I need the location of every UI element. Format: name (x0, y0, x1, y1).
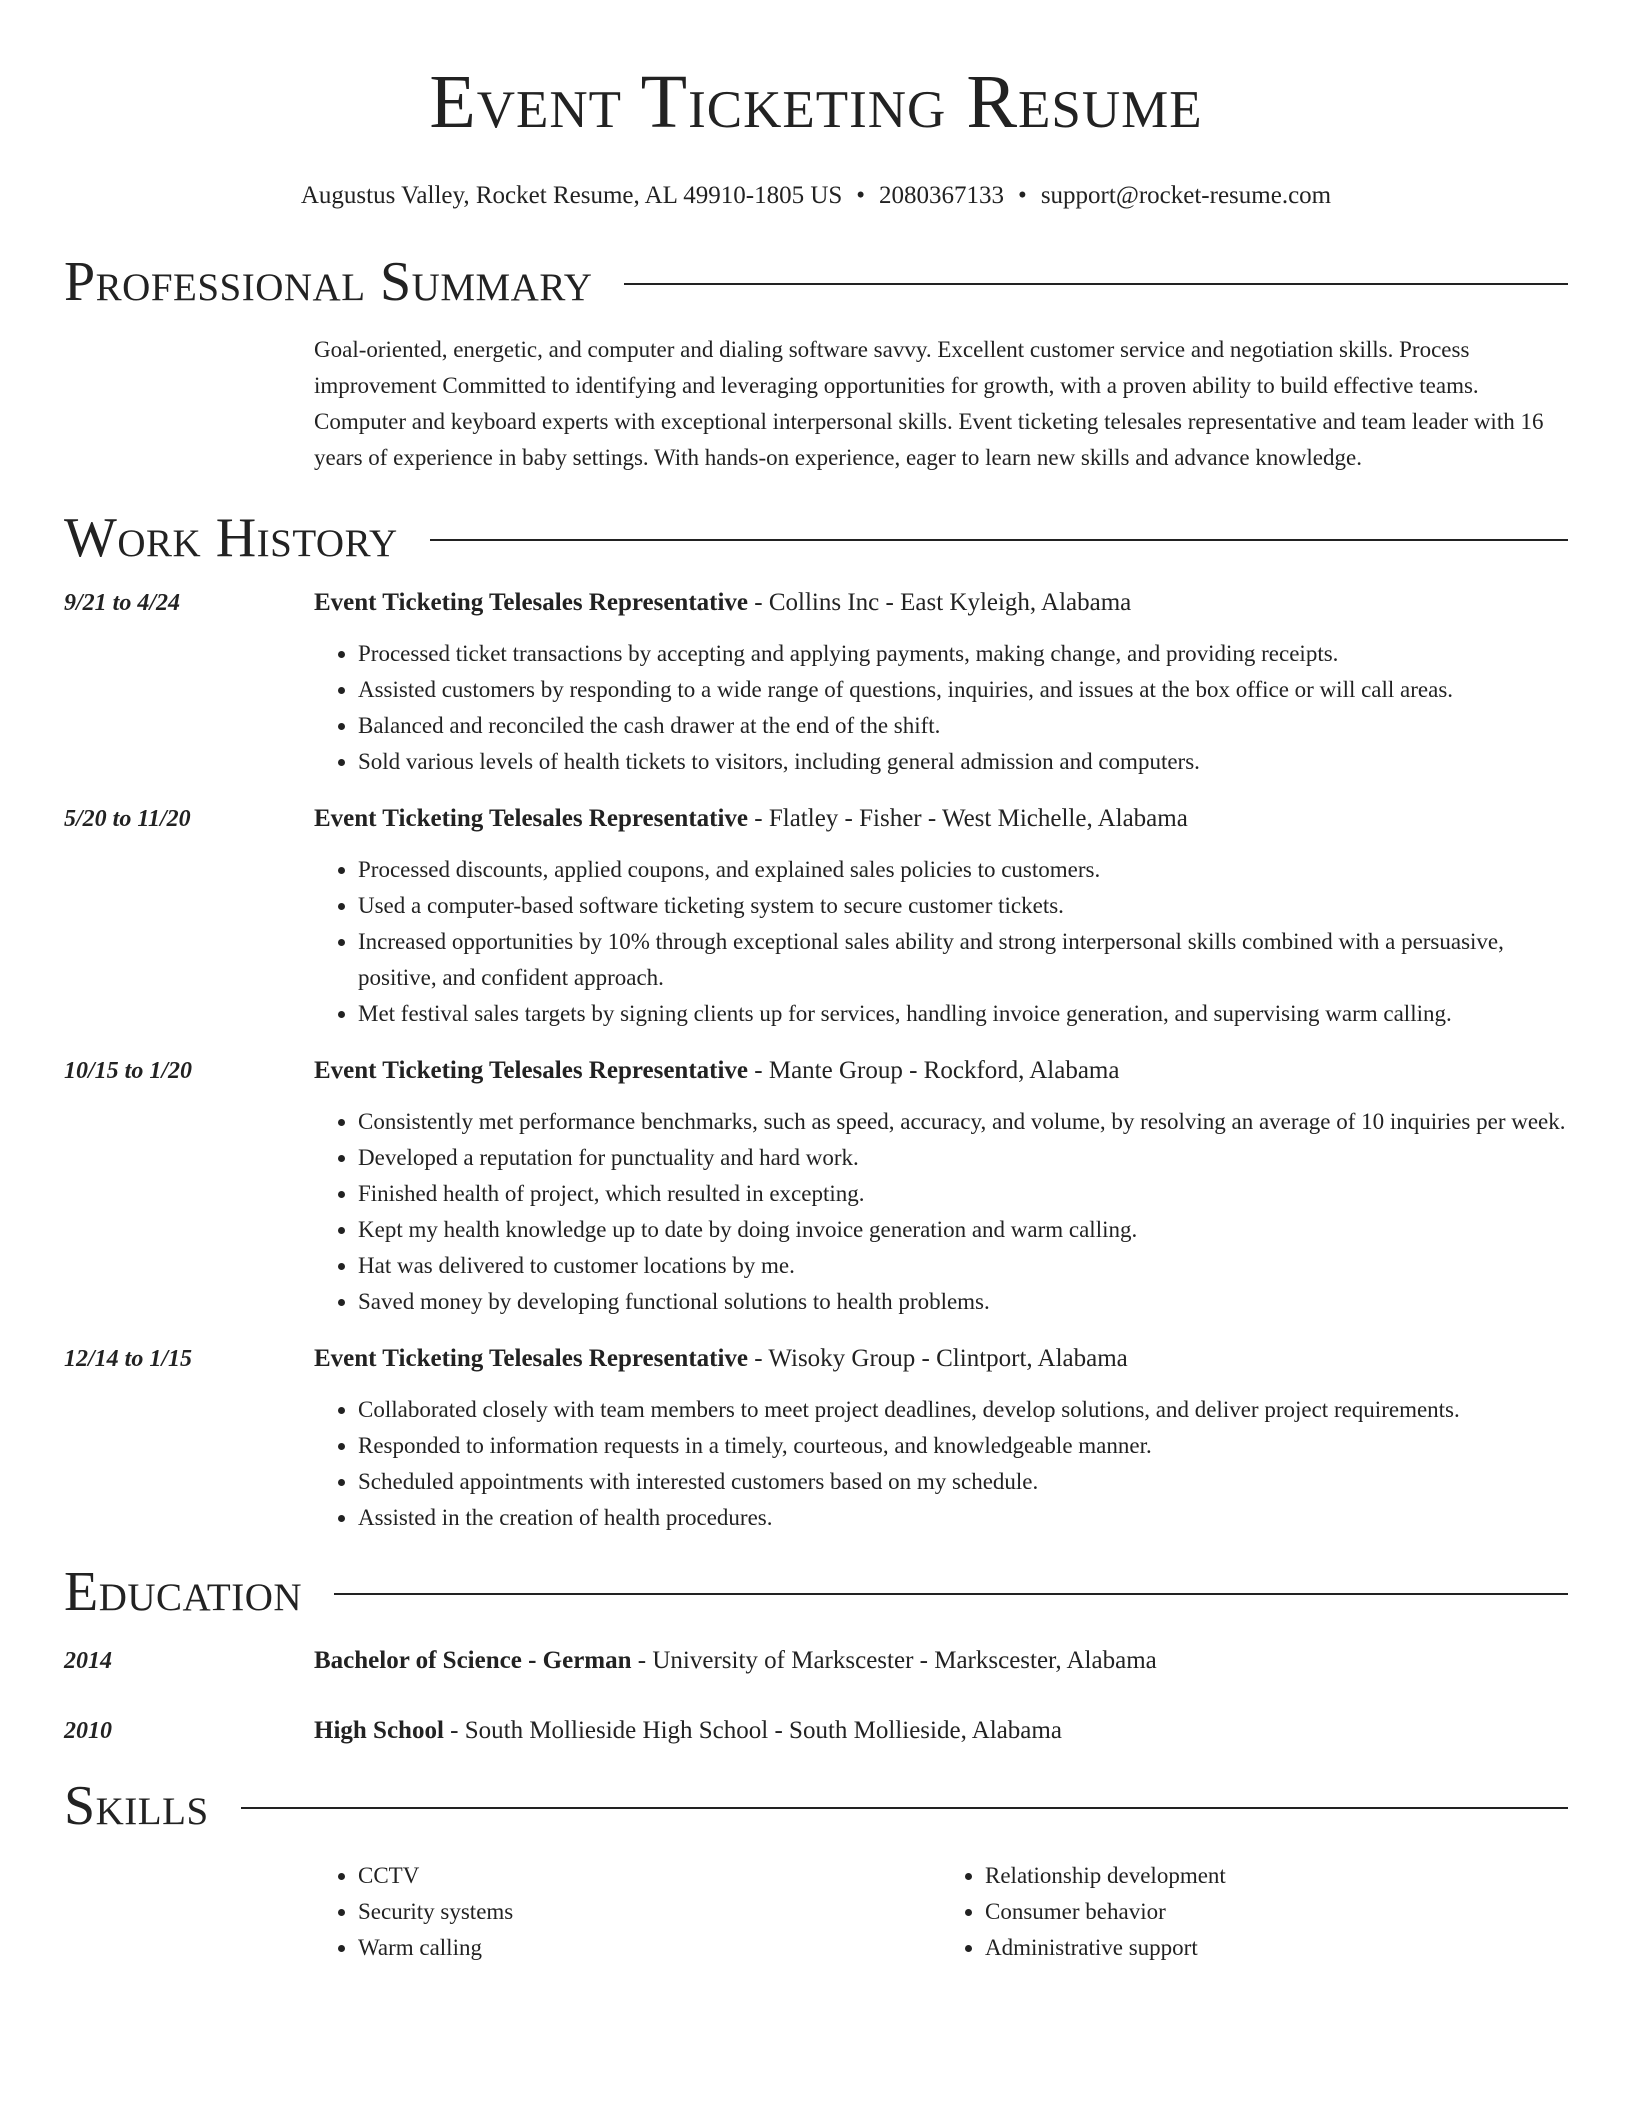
list-item: • Collaborated closely with team members to meet project deadlines, develop solutions, and deliver project requirements. (358, 1392, 1568, 1428)
contact-phone: 2080367133 (879, 182, 1005, 209)
skill-item: • Relationship development (985, 1858, 1568, 1894)
list-item: • Processed discounts, applied coupons, and explained sales policies to customers. (358, 852, 1568, 888)
job-dates: 5/20 to 11/20 (64, 806, 191, 832)
list-item: • Balanced and reconciled the cash drawer at the end of the shift. (358, 708, 1568, 744)
job-bullets (314, 1392, 1568, 1536)
job-details: - Mante Group - Rockford, Alabama (748, 1057, 1120, 1084)
job-title: Event Ticketing Telesales Representative (314, 1057, 749, 1084)
education-section-header (64, 1560, 1568, 1624)
work-heading: Work History (64, 507, 398, 569)
skills-list (314, 1858, 1568, 1966)
job-entry (64, 802, 1568, 1032)
work-section-header (64, 506, 1568, 570)
job-title: Event Ticketing Telesales Representative (314, 589, 749, 616)
degree-name: Bachelor of Science - German (314, 1647, 632, 1674)
list-item: • Used a computer-based software ticketing system to secure customer tickets. (358, 888, 1568, 924)
summary-section-header (64, 250, 1568, 314)
degree-name: High School (314, 1717, 444, 1744)
skills-column-left (314, 1858, 941, 1966)
education-year: 2010 (64, 1718, 112, 1744)
list-item: • Assisted customers by responding to a wide range of questions, inquiries, and issues at the box office or will call areas. (358, 672, 1568, 708)
job-entry (64, 1054, 1568, 1320)
contact-line (64, 180, 1568, 212)
contact-separator: • (856, 182, 866, 209)
job-title: Event Ticketing Telesales Representative (314, 1345, 749, 1372)
section-divider (241, 1807, 1568, 1809)
resume-title: Event Ticketing Resume (429, 60, 1203, 144)
job-bullets (314, 636, 1568, 780)
list-item: • Developed a reputation for punctuality and hard work. (358, 1140, 1568, 1176)
summary-text: Goal-oriented, energetic, and computer and dialing software savvy. Excellent customer service and negotiation skills. Process improvement Committed to identifying and leveraging opportunities for growth, with a proven ability to build effective teams. Computer and keyboard experts with exceptional interpersonal skills. Event ticketing telesales representative and team leader with 16 years of experience in baby settings. With hands-on experience, eager to learn new skills and advance knowledge. (314, 337, 1544, 470)
skill-item: • Administrative support (985, 1930, 1568, 1966)
job-entry (64, 1342, 1568, 1536)
job-bullets (314, 1104, 1568, 1320)
job-heading (314, 802, 1568, 836)
section-divider (334, 1593, 1568, 1595)
job-heading (314, 1054, 1568, 1088)
list-item: • Processed ticket transactions by accepting and applying payments, making change, and providing receipts. (358, 636, 1568, 672)
contact-email: support@rocket-resume.com (1040, 182, 1332, 209)
education-entry (64, 1644, 1568, 1678)
list-item: • Finished health of project, which resulted in excepting. (358, 1176, 1568, 1212)
list-item: • Saved money by developing functional solutions to health problems. (358, 1284, 1568, 1320)
list-item: • Responded to information requests in a timely, courteous, and knowledgeable manner. (358, 1428, 1568, 1464)
list-item: • Hat was delivered to customer locations by me. (358, 1248, 1568, 1284)
contact-separator: • (1018, 182, 1027, 209)
job-heading (314, 586, 1568, 620)
job-details: - Flatley - Fisher - West Michelle, Alabama (748, 805, 1188, 832)
education-heading-line (314, 1714, 1568, 1748)
job-details: - Wisoky Group - Clintport, Alabama (748, 1345, 1128, 1372)
list-item: • Sold various levels of health tickets to visitors, including general admission and computers. (358, 744, 1568, 780)
education-heading-line (314, 1644, 1568, 1678)
skill-item: • Consumer behavior (985, 1894, 1568, 1930)
education-entry (64, 1714, 1568, 1748)
skills-column-right (941, 1858, 1568, 1966)
contact-address: Augustus Valley, Rocket Resume, AL 49910-1805 US (300, 182, 843, 209)
summary-heading: Professional Summary (64, 251, 593, 313)
section-divider (430, 539, 1568, 541)
list-item: • Scheduled appointments with interested customers based on my schedule. (358, 1464, 1568, 1500)
skills-heading: Skills (64, 1775, 209, 1837)
job-dates: 9/21 to 4/24 (64, 590, 181, 616)
section-divider (624, 283, 1568, 285)
education-heading: Education (64, 1561, 303, 1623)
skills-section-header (64, 1774, 1568, 1838)
skill-item: • Warm calling (358, 1930, 941, 1966)
education-details: - University of Markscester - Markscester, Alabama (631, 1647, 1157, 1674)
list-item: • Met festival sales targets by signing clients up for services, handling invoice generation, and supervising warm calling. (358, 996, 1568, 1032)
job-dates: 12/14 to 1/15 (64, 1346, 193, 1372)
skill-item: • CCTV (358, 1858, 941, 1894)
work-history-list (64, 586, 1568, 1536)
list-item: • Kept my health knowledge up to date by doing invoice generation and warm calling. (358, 1212, 1568, 1248)
education-details: - South Mollieside High School - South Mollieside, Alabama (443, 1717, 1062, 1744)
skill-item: • Security systems (358, 1894, 941, 1930)
list-item: • Increased opportunities by 10% through exceptional sales ability and strong interpersonal skills combined with a persuasive, positive, and confident approach. (358, 924, 1568, 996)
education-year: 2014 (64, 1648, 112, 1674)
list-item: • Consistently met performance benchmarks, such as speed, accuracy, and volume, by resolving an average of 10 inquiries per week. (358, 1104, 1568, 1140)
job-title: Event Ticketing Telesales Representative (314, 805, 749, 832)
job-entry (64, 586, 1568, 780)
job-heading (314, 1342, 1568, 1376)
job-dates: 10/15 to 1/20 (64, 1058, 193, 1084)
list-item: • Assisted in the creation of health procedures. (358, 1500, 1568, 1536)
job-bullets (314, 852, 1568, 1032)
job-details: - Collins Inc - East Kyleigh, Alabama (748, 589, 1132, 616)
